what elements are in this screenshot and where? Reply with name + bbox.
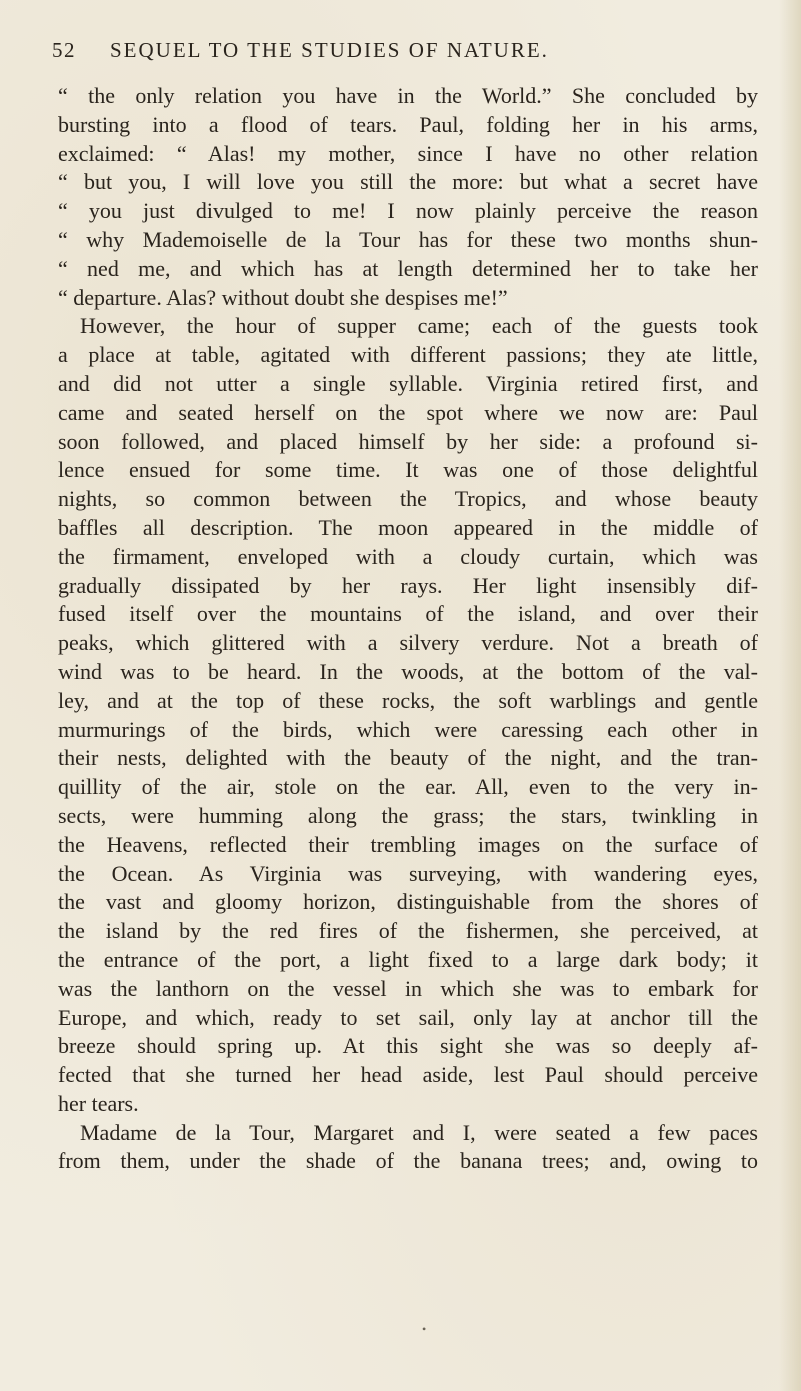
text-line: came and seated herself on the spot where we now are: Paul xyxy=(58,399,758,425)
text-line: fected that she turned her head aside, lest Paul should perceive xyxy=(58,1062,758,1088)
text-line: baffles all description. The moon appeared in the middle of xyxy=(58,514,758,540)
text-line: breeze should spring up. At this sight she was so deeply af- xyxy=(58,1033,758,1059)
text-line: nights, so common between the Tropics, and whose beauty xyxy=(58,486,758,512)
text-line: the island by the red fires of the fishermen, she perceived, at xyxy=(58,918,758,944)
text-line: wind was to be heard. In the woods, at the bottom of the val- xyxy=(58,658,758,684)
text-line: “ ned me, and which has at length determined her to take her xyxy=(58,255,758,281)
text-line: lence ensued for some time. It was one of those delightful xyxy=(58,457,758,483)
text-line: Europe, and which, ready to set sail, only lay at anchor till the xyxy=(58,1004,758,1030)
text-line: the Heavens, reflected their trembling images on the surface of xyxy=(58,831,758,857)
text-line: “ but you, I will love you still the more: but what a secret have xyxy=(58,169,758,195)
text-line: quillity of the air, stole on the ear. All, even to the very in- xyxy=(58,774,758,800)
running-title: SEQUEL TO THE STUDIES OF NATURE. xyxy=(110,38,549,62)
text-line: the firmament, enveloped with a cloudy curtain, which was xyxy=(58,543,758,569)
text-line: was the lanthorn on the vessel in which she was to embark for xyxy=(58,975,758,1001)
text-line: peaks, which glittered with a silvery verdure. Not a breath of xyxy=(58,630,758,656)
page-number: 52 xyxy=(52,38,76,62)
text-line: a place at table, agitated with different passions; they ate little, xyxy=(58,342,758,368)
text-line: the entrance of the port, a light fixed to a large dark body; it xyxy=(58,946,758,972)
page-edge-shadow xyxy=(779,0,801,1391)
text-line: soon followed, and placed himself by her side: a profound si- xyxy=(58,428,758,454)
text-line: “ the only relation you have in the World.” She concluded by xyxy=(58,83,758,108)
text-line: from them, under the shade of the banana trees; and, owing to xyxy=(58,1148,758,1174)
text-line: murmurings of the birds, which were caressing each other in xyxy=(58,716,758,742)
text-line: the Ocean. As Virginia was surveying, with wandering eyes, xyxy=(58,860,758,886)
text-line: “ why Mademoiselle de la Tour has for these two months shun- xyxy=(58,226,758,252)
text-line: However, the hour of supper came; each of the guests took xyxy=(80,313,758,339)
text-line: exclaimed: “ Alas! my mother, since I have no other relation xyxy=(58,140,758,166)
text-line: fused itself over the mountains of the island, and over their xyxy=(58,601,758,627)
text-line: the vast and gloomy horizon, distinguishable from the shores of xyxy=(58,889,758,915)
ink-speck: • xyxy=(422,1322,427,1336)
text-line: “ you just divulged to me! I now plainly perceive the reason xyxy=(58,198,758,224)
text-line: Madame de la Tour, Margaret and I, were seated a few paces xyxy=(80,1119,758,1145)
text-line: gradually dissipated by her rays. Her light insensibly dif- xyxy=(58,572,758,598)
text-line: bursting into a flood of tears. Paul, folding her in his arms, xyxy=(58,111,758,137)
text-line: “ departure. Alas? without doubt she despises me!” xyxy=(58,284,508,310)
text-line: her tears. xyxy=(58,1090,139,1116)
text-line: ley, and at the top of these rocks, the soft warblings and gentle xyxy=(58,687,758,713)
body-text xyxy=(58,82,758,1176)
text-line: their nests, delighted with the beauty of the night, and the tran- xyxy=(58,745,758,771)
page-header xyxy=(52,34,752,66)
text-line: and did not utter a single syllable. Virginia retired first, and xyxy=(58,370,758,396)
text-line: sects, were humming along the grass; the stars, twinkling in xyxy=(58,802,758,828)
